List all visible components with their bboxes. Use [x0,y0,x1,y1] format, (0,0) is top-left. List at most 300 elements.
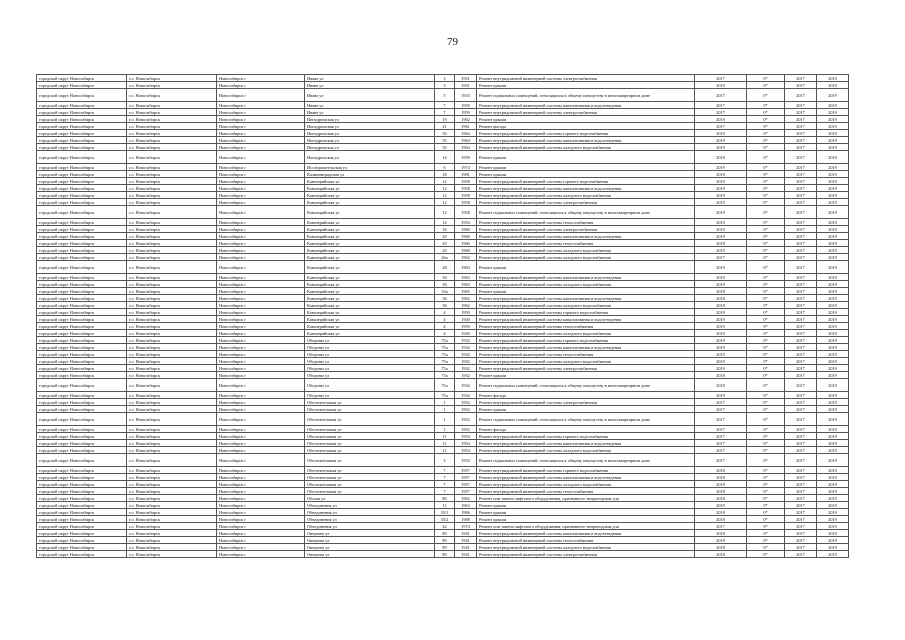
plan-year-cell: 2019 [695,185,747,192]
build-year-cell: 1932 [455,379,477,392]
build-year-cell: 1941 [455,530,477,537]
street-cell: Ипподромская ул [305,144,435,151]
period-start-cell: 2017 [785,171,817,178]
city-cell: Новосибирск г [217,454,305,467]
work-type-cell: Ремонт внутридомовой инженерной системы холодного водоснабжения [477,281,695,288]
build-year-cell: 1940 [455,316,477,323]
plan-year-cell: 2019 [695,351,747,358]
build-year-cell: 1941 [455,537,477,544]
work-type-cell: Ремонт внутридомовой инженерной системы теплоснабжения [477,323,695,330]
period-start-cell: 2017 [785,109,817,116]
street-cell: Овчукова ул [305,530,435,537]
period-end-cell: 2019 [817,123,849,130]
table-row [37,365,849,372]
city-cell: Новосибирск г [217,288,305,295]
plan-year-cell: 2018 [695,516,747,523]
period-start-cell: 2017 [785,123,817,130]
plan-year-cell: 2018 [695,551,747,558]
municipality-cell: г.о. Новосибирск [127,288,217,295]
cost-cell: 0* [747,247,785,254]
municipality-cell: г.о. Новосибирск [127,102,217,109]
period-end-cell: 2019 [817,530,849,537]
municipality-cell: г.о. Новосибирск [127,379,217,392]
city-cell: Новосибирск г [217,116,305,123]
period-end-cell: 2019 [817,144,849,151]
period-start-cell: 2017 [785,440,817,447]
street-cell: Кавалерийская ул [305,281,435,288]
municipality-cell: г.о. Новосибирск [127,151,217,164]
municipality-cell: г.о. Новосибирск [127,337,217,344]
plan-year-cell: 2018 [695,467,747,474]
work-type-cell: Ремонт крыши [477,406,695,413]
cost-cell: 0* [747,447,785,454]
district-cell: городской округ Новосибирск [37,302,127,309]
street-cell: Кавалерийская ул [305,316,435,323]
period-start-cell: 2017 [785,516,817,523]
municipality-cell: г.о. Новосибирск [127,164,217,171]
district-cell: городской округ Новосибирск [37,192,127,199]
district-cell: городской округ Новосибирск [37,219,127,226]
municipality-cell: г.о. Новосибирск [127,365,217,372]
period-start-cell: 2017 [785,372,817,379]
municipality-cell: г.о. Новосибирск [127,474,217,481]
table-row [37,358,849,365]
plan-year-cell: 2018 [695,151,747,164]
build-year-cell: 1974 [455,164,477,171]
municipality-cell: г.о. Новосибирск [127,199,217,206]
table-row [37,502,849,509]
period-start-cell: 2017 [785,206,817,219]
district-cell: городской округ Новосибирск [37,82,127,89]
work-type-cell: Ремонт крыши [477,372,695,379]
city-cell: Новосибирск г [217,130,305,137]
house-number-cell: 1 [435,426,455,433]
municipality-cell: г.о. Новосибирск [127,406,217,413]
period-end-cell: 2019 [817,151,849,164]
cost-cell: 0* [747,365,785,372]
plan-year-cell: 2017 [695,75,747,82]
period-end-cell: 2019 [817,467,849,474]
municipality-cell: г.о. Новосибирск [127,233,217,240]
table-row [37,440,849,447]
street-cell: Овчукова ул [305,551,435,558]
period-end-cell: 2019 [817,281,849,288]
period-end-cell: 2019 [817,488,849,495]
street-cell: Кавалерийская ул [305,240,435,247]
house-number-cell: 20 [435,247,455,254]
cost-cell: 0* [747,261,785,274]
district-cell: городской округ Новосибирск [37,551,127,558]
municipality-cell: г.о. Новосибирск [127,399,217,406]
municipality-cell: г.о. Новосибирск [127,247,217,254]
cost-cell: 0* [747,544,785,551]
house-number-cell: 7 [435,488,455,495]
cost-cell: 0* [747,206,785,219]
plan-year-cell: 2017 [695,89,747,102]
house-number-cell: 75а [435,358,455,365]
work-type-cell: Ремонт крыши [477,502,695,509]
plan-year-cell: 2018 [695,488,747,495]
work-type-cell: Ремонт внутридомовой инженерной системы электроснабжения [477,109,695,116]
district-cell: городской округ Новосибирск [37,365,127,372]
cost-cell: 0* [747,137,785,144]
house-number-cell: 89 [435,544,455,551]
build-year-cell: 1932 [455,337,477,344]
work-type-cell: Ремонт внутридомовой инженерной системы канализования и водоотведения [477,474,695,481]
work-type-cell: Ремонт или замена лифтового оборудования, признанного непригодным для [477,523,695,530]
municipality-cell: г.о. Новосибирск [127,358,217,365]
cost-cell: 0* [747,151,785,164]
period-end-cell: 2019 [817,323,849,330]
period-start-cell: 2017 [785,192,817,199]
street-cell: Ивана ул [305,82,435,89]
build-year-cell: 1940 [455,330,477,337]
cost-cell: 0* [747,379,785,392]
table-row [37,75,849,82]
city-cell: Новосибирск г [217,544,305,551]
work-type-cell: Ремонт внутридомовой инженерной системы электроснабжения [477,75,695,82]
table-row [37,392,849,399]
cost-cell: 0* [747,337,785,344]
house-number-cell: 26а [435,254,455,261]
city-cell: Новосибирск г [217,330,305,337]
street-cell: Кавалерийская ул [305,219,435,226]
city-cell: Новосибирск г [217,447,305,454]
period-start-cell: 2017 [785,544,817,551]
plan-year-cell: 2017 [695,406,747,413]
table-row [37,433,849,440]
table-row [37,537,849,544]
city-cell: Новосибирск г [217,233,305,240]
work-type-cell: Ремонт внутридомовой инженерной системы горячего водоснабжения [477,467,695,474]
house-number-cell: 89 [435,551,455,558]
city-cell: Новосибирск г [217,178,305,185]
house-number-cell: 30 [435,274,455,281]
period-end-cell: 2019 [817,358,849,365]
cost-cell: 0* [747,537,785,544]
work-type-cell: Ремонт внутридомовой инженерной системы горячего водоснабжения [477,433,695,440]
cost-cell: 0* [747,219,785,226]
work-type-cell: Ремонт внутридомовой инженерной системы теплоснабжения [477,351,695,358]
city-cell: Новосибирск г [217,281,305,288]
street-cell: Ипподромская ул [305,123,435,130]
cost-cell: 0* [747,185,785,192]
district-cell: городской округ Новосибирск [37,240,127,247]
period-end-cell: 2019 [817,206,849,219]
house-number-cell: 36 [435,302,455,309]
plan-year-cell: 2019 [695,164,747,171]
city-cell: Новосибирск г [217,372,305,379]
house-number-cell: 3 [435,75,455,82]
street-cell: Овчукова ул [305,544,435,551]
municipality-cell: г.о. Новосибирск [127,467,217,474]
district-cell: городской округ Новосибирск [37,474,127,481]
district-cell: городской округ Новосибирск [37,199,127,206]
work-type-cell: Ремонт внутридомовой инженерной системы электроснабжения [477,226,695,233]
table-row [37,544,849,551]
house-number-cell: 12 [435,178,455,185]
period-start-cell: 2017 [785,495,817,502]
house-number-cell: 12 [435,185,455,192]
period-end-cell: 2019 [817,379,849,392]
table-row [37,130,849,137]
city-cell: Новосибирск г [217,302,305,309]
period-start-cell: 2017 [785,474,817,481]
street-cell: Обороны ул [305,372,435,379]
work-type-cell: Ремонт внутридомовой инженерной системы канализования и водоотведения [477,274,695,281]
period-end-cell: 2019 [817,426,849,433]
cost-cell: 0* [747,82,785,89]
house-number-cell: 7 [435,474,455,481]
period-start-cell: 2017 [785,178,817,185]
table-row [37,295,849,302]
city-cell: Новосибирск г [217,185,305,192]
table-row [37,413,849,426]
municipality-cell: г.о. Новосибирск [127,123,217,130]
cost-cell: 0* [747,551,785,558]
street-cell: Кавалерийская ул [305,178,435,185]
cost-cell: 0* [747,171,785,178]
district-cell: городской округ Новосибирск [37,206,127,219]
period-end-cell: 2019 [817,399,849,406]
municipality-cell: г.о. Новосибирск [127,130,217,137]
period-end-cell: 2019 [817,89,849,102]
table-row [37,109,849,116]
district-cell: городской округ Новосибирск [37,171,127,178]
cost-cell: 0* [747,413,785,426]
cost-cell: 0* [747,75,785,82]
table-row [37,178,849,185]
build-year-cell: 1958 [455,178,477,185]
street-cell: Ивана ул [305,109,435,116]
period-end-cell: 2019 [817,337,849,344]
city-cell: Новосибирск г [217,481,305,488]
house-number-cell: 75а [435,372,455,379]
plan-year-cell: 2019 [695,261,747,274]
street-cell: Ипподромская ул [305,137,435,144]
table-row [37,240,849,247]
street-cell: Объединения ул [305,516,435,523]
house-number-cell: 28 [435,261,455,274]
build-year-cell: 1963 [455,274,477,281]
city-cell: Новосибирск г [217,219,305,226]
period-end-cell: 2019 [817,537,849,544]
work-type-cell: Ремонт внутридомовой инженерной системы электроснабжения [477,551,695,558]
build-year-cell: 1952 [455,406,477,413]
cost-cell: 0* [747,281,785,288]
table-row [37,288,849,295]
period-start-cell: 2017 [785,365,817,372]
house-number-cell: 19 [435,116,455,123]
house-number-cell: 75а [435,365,455,372]
cost-cell: 0* [747,309,785,316]
city-cell: Новосибирск г [217,399,305,406]
work-type-cell: Ремонт крыши [477,164,695,171]
district-cell: городской округ Новосибирск [37,523,127,530]
period-end-cell: 2019 [817,171,849,178]
table-row [37,330,849,337]
build-year-cell: 1962 [455,495,477,502]
cost-cell: 0* [747,488,785,495]
municipality-cell: г.о. Новосибирск [127,481,217,488]
district-cell: городской округ Новосибирск [37,544,127,551]
house-number-cell: 3 [435,82,455,89]
city-cell: Новосибирск г [217,467,305,474]
street-cell: Обогатительная ул [305,399,435,406]
cost-cell: 0* [747,467,785,474]
period-start-cell: 2017 [785,537,817,544]
district-cell: городской округ Новосибирск [37,516,127,523]
cost-cell: 0* [747,274,785,281]
district-cell: городской округ Новосибирск [37,399,127,406]
period-end-cell: 2019 [817,164,849,171]
district-cell: городской округ Новосибирск [37,102,127,109]
city-cell: Новосибирск г [217,206,305,219]
period-start-cell: 2017 [785,226,817,233]
table-row [37,171,849,178]
cost-cell: 0* [747,233,785,240]
table-row [37,316,849,323]
street-cell: Калининградская ул [305,171,435,178]
house-number-cell: 1 [435,413,455,426]
period-end-cell: 2019 [817,116,849,123]
build-year-cell: 1958 [455,206,477,219]
municipality-cell: г.о. Новосибирск [127,82,217,89]
district-cell: городской округ Новосибирск [37,447,127,454]
plan-year-cell: 2018 [695,288,747,295]
period-start-cell: 2017 [785,164,817,171]
plan-year-cell: 2018 [695,302,747,309]
period-end-cell: 2019 [817,316,849,323]
city-cell: Новосибирск г [217,433,305,440]
city-cell: Новосибирск г [217,316,305,323]
city-cell: Новосибирск г [217,551,305,558]
city-cell: Новосибирск г [217,274,305,281]
city-cell: Новосибирск г [217,351,305,358]
house-number-cell: 7 [435,481,455,488]
period-start-cell: 2017 [785,351,817,358]
street-cell: Обороны ул [305,392,435,399]
cost-cell: 0* [747,89,785,102]
city-cell: Новосибирск г [217,337,305,344]
street-cell: Ивана ул [305,89,435,102]
city-cell: Новосибирск г [217,502,305,509]
build-year-cell: 1963 [455,261,477,274]
district-cell: городской округ Новосибирск [37,358,127,365]
city-cell: Новосибирск г [217,89,305,102]
city-cell: Новосибирск г [217,151,305,164]
city-cell: Новосибирск г [217,406,305,413]
cost-cell: 0* [747,372,785,379]
street-cell: Ипподромская ул [305,130,435,137]
build-year-cell: 1981 [455,171,477,178]
municipality-cell: г.о. Новосибирск [127,185,217,192]
municipality-cell: г.о. Новосибирск [127,372,217,379]
street-cell: Обогатительная ул [305,454,435,467]
house-number-cell: 6 [435,164,455,171]
municipality-cell: г.о. Новосибирск [127,413,217,426]
street-cell: Кавалерийская ул [305,302,435,309]
municipality-cell: г.о. Новосибирск [127,509,217,516]
district-cell: городской округ Новосибирск [37,247,127,254]
period-start-cell: 2017 [785,75,817,82]
cost-cell: 0* [747,440,785,447]
work-type-cell: Ремонт внутридомовой инженерной системы горячего водоснабжения [477,130,695,137]
period-start-cell: 2017 [785,433,817,440]
period-start-cell: 2017 [785,82,817,89]
plan-year-cell: 2019 [695,82,747,89]
plan-year-cell: 2017 [695,413,747,426]
cost-cell: 0* [747,316,785,323]
district-cell: городской округ Новосибирск [37,337,127,344]
table-row [37,467,849,474]
period-end-cell: 2019 [817,75,849,82]
period-end-cell: 2019 [817,219,849,226]
page-number: 79 [447,36,458,48]
district-cell: городской округ Новосибирск [37,89,127,102]
table-row [37,481,849,488]
work-type-cell: Ремонт внутридомовой инженерной системы канализования и водоотведения [477,185,695,192]
street-cell: Обская ул [305,495,435,502]
plan-year-cell: 2018 [695,171,747,178]
build-year-cell: 1953 [455,454,477,467]
table-row [37,454,849,467]
table-row [37,199,849,206]
house-number-cell: 75а [435,337,455,344]
build-year-cell: 1954 [455,433,477,440]
city-cell: Новосибирск г [217,295,305,302]
build-year-cell: 1932 [455,372,477,379]
city-cell: Новосибирск г [217,254,305,261]
table-row [37,302,849,309]
city-cell: Новосибирск г [217,344,305,351]
street-cell: Ипподромская ул [305,151,435,164]
build-year-cell: 1932 [455,392,477,399]
city-cell: Новосибирск г [217,440,305,447]
cost-cell: 0* [747,454,785,467]
plan-year-cell: 2019 [695,219,747,226]
period-end-cell: 2019 [817,185,849,192]
street-cell: Обогатительная ул [305,440,435,447]
plan-year-cell: 2018 [695,544,747,551]
build-year-cell: 1964 [455,137,477,144]
build-year-cell: 1958 [455,192,477,199]
district-cell: городской округ Новосибирск [37,123,127,130]
work-type-cell: Ремонт фасада [477,426,695,433]
period-start-cell: 2017 [785,379,817,392]
period-start-cell: 2017 [785,467,817,474]
district-cell: городской округ Новосибирск [37,254,127,261]
city-cell: Новосибирск г [217,392,305,399]
cost-cell: 0* [747,116,785,123]
table-row [37,82,849,89]
cost-cell: 0* [747,295,785,302]
period-end-cell: 2019 [817,274,849,281]
cost-cell: 0* [747,351,785,358]
build-year-cell: 1954 [455,447,477,454]
period-start-cell: 2017 [785,330,817,337]
table-body [37,75,849,558]
work-type-cell: Ремонт внутридомовой инженерной системы канализования и водоотведения [477,440,695,447]
build-year-cell: 1962 [455,254,477,261]
work-type-cell: Ремонт подвальных помещений, относящихся к общему имуществу в многоквартирном доме [477,206,695,219]
cost-cell: 0* [747,523,785,530]
house-number-cell: 4 [435,316,455,323]
city-cell: Новосибирск г [217,516,305,523]
period-end-cell: 2019 [817,137,849,144]
house-number-cell: 20 [435,240,455,247]
build-year-cell: 1961 [455,123,477,130]
